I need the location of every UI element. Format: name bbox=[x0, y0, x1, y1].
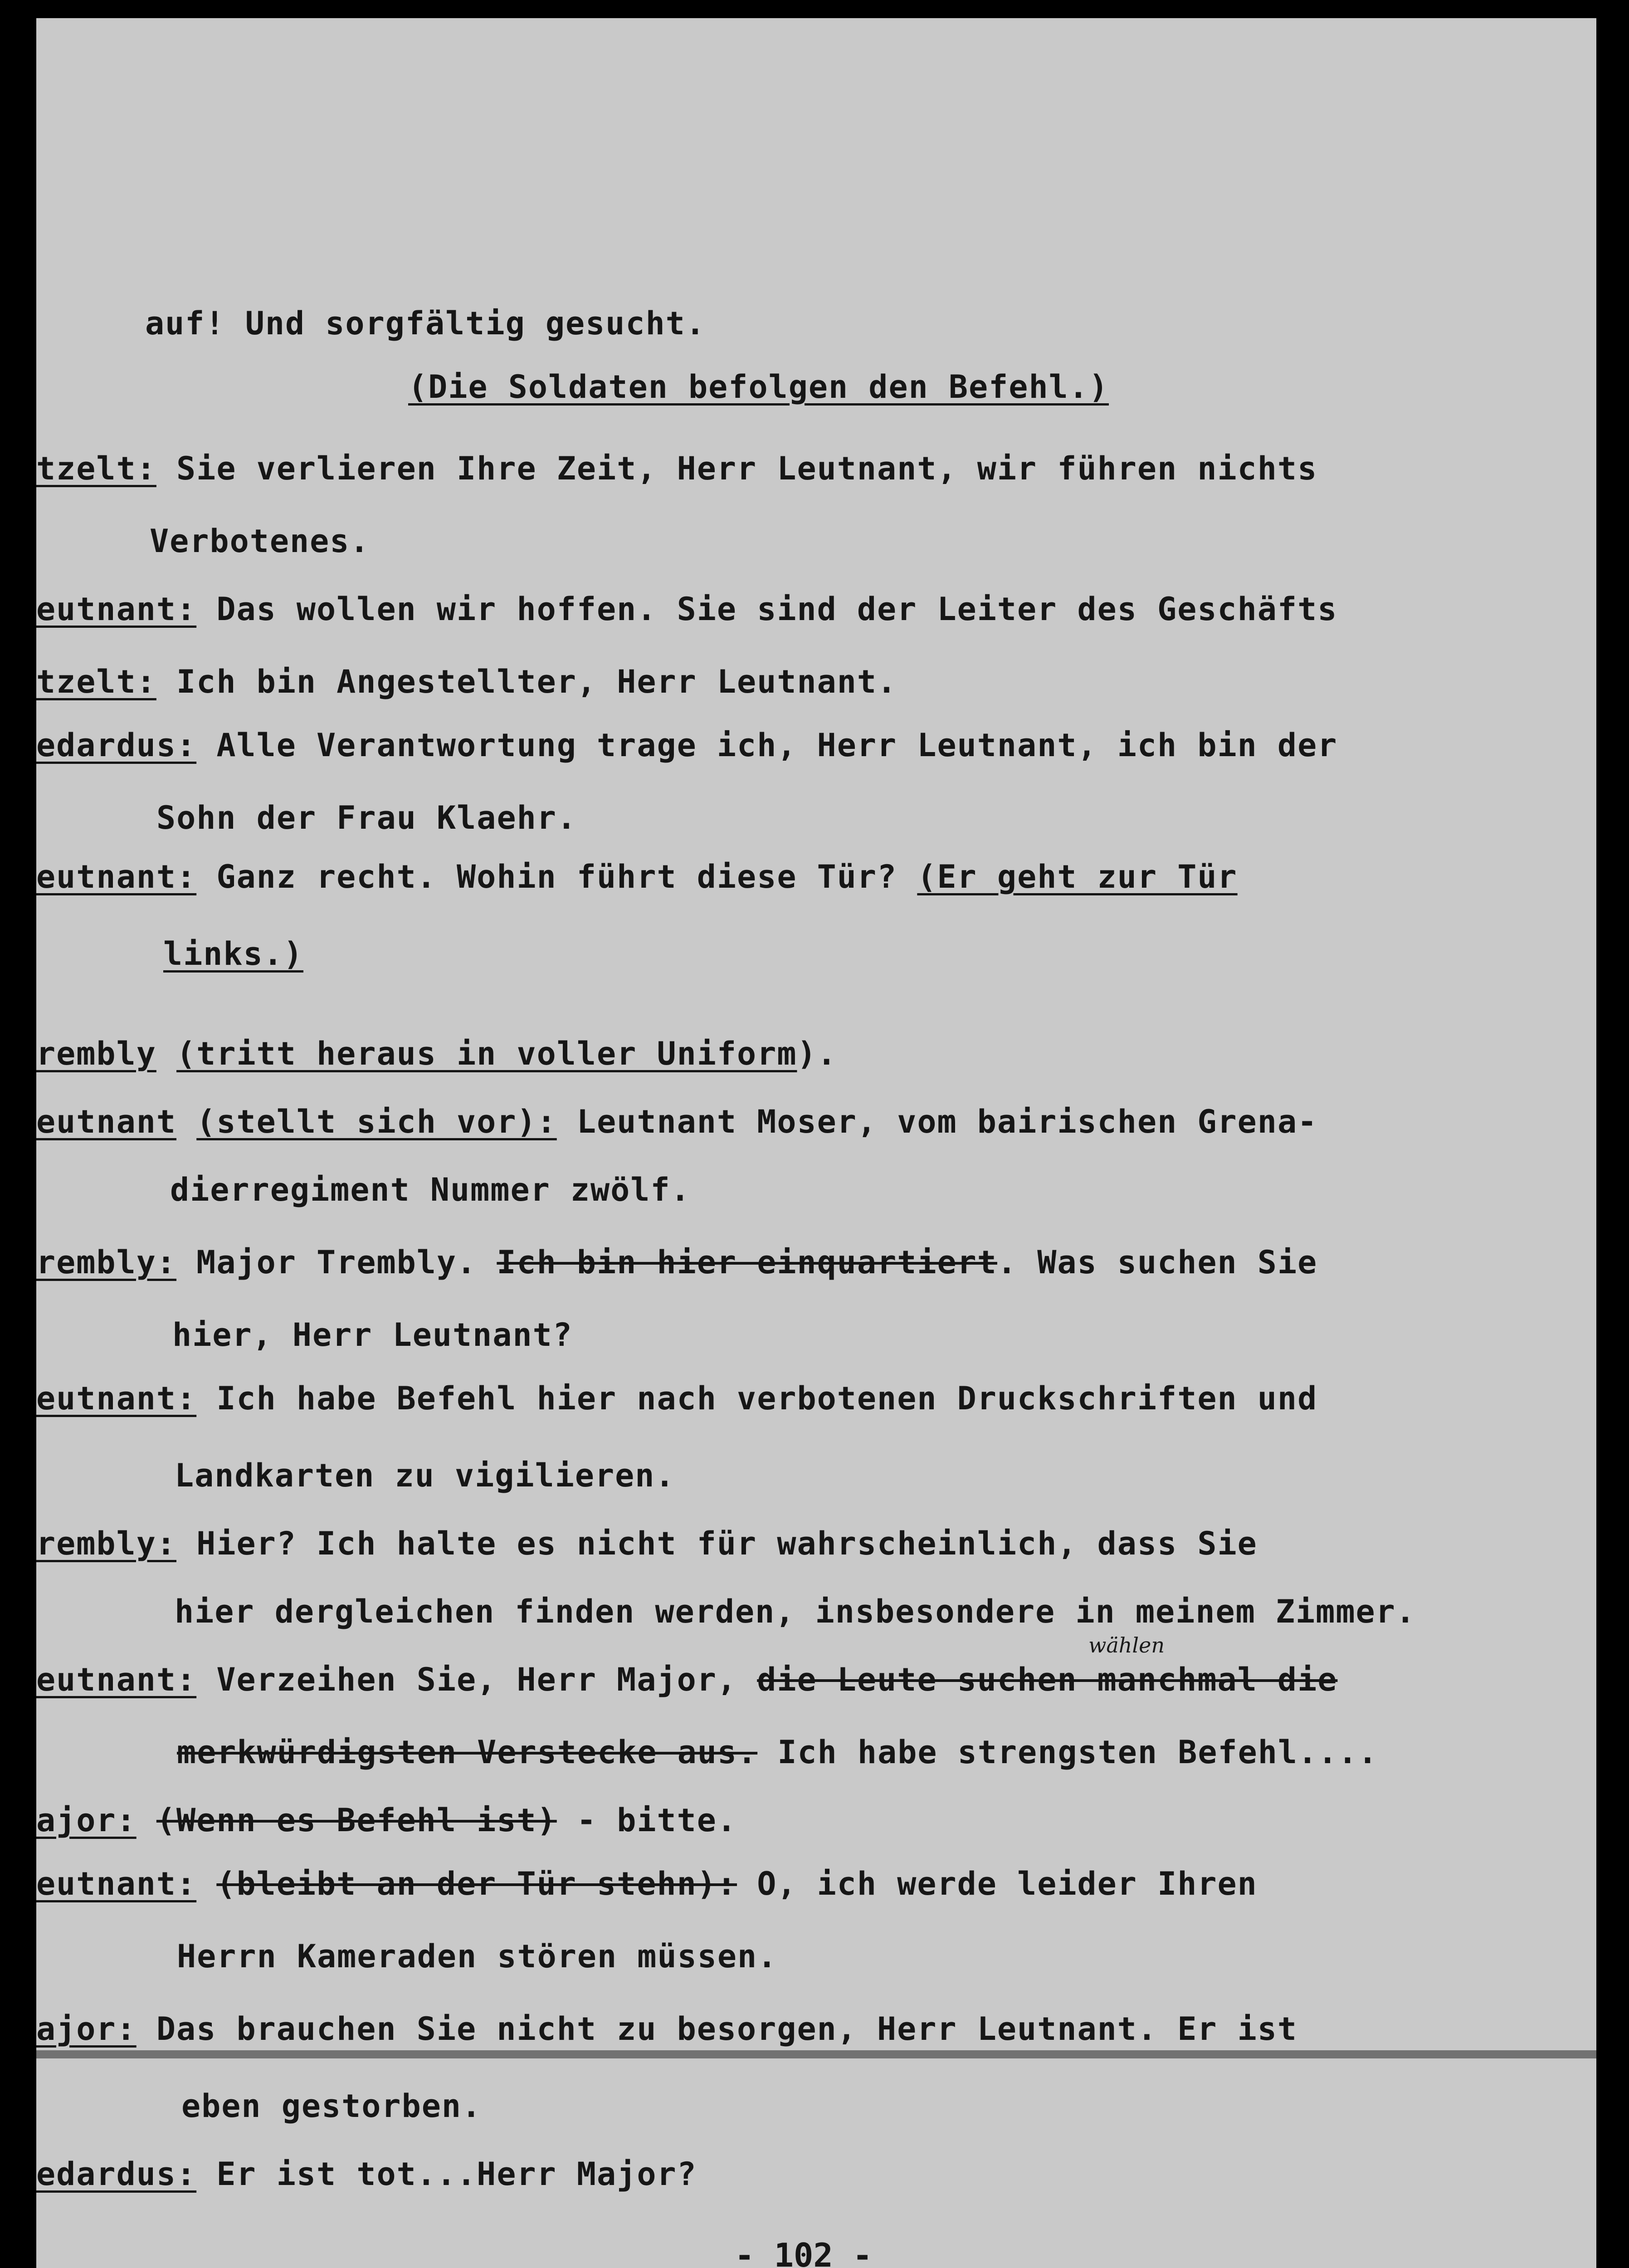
line-text: Verzeihen Sie, Herr Major, bbox=[216, 1661, 737, 1698]
stage-direction: (Er geht zur Tür bbox=[917, 858, 1238, 895]
line-18 bbox=[36, 1524, 1258, 1563]
struck-text: die Leute suchen manchmal die bbox=[757, 1661, 1338, 1698]
line-24 bbox=[177, 1937, 777, 1976]
speaker-name: edardus: bbox=[36, 727, 197, 764]
stage-direction: (tritt heraus in voller Uniform bbox=[176, 1035, 797, 1072]
line-1 bbox=[145, 304, 706, 343]
line-17 bbox=[175, 1456, 675, 1495]
line-text: Das wollen wir hoffen. Sie sind der Leiter des Geschäfts bbox=[216, 591, 1338, 628]
speaker-name: eutnant: bbox=[36, 1380, 197, 1417]
line-10 bbox=[163, 934, 303, 973]
line-text: Landkarten zu vigilieren. bbox=[175, 1457, 675, 1494]
line-27 bbox=[36, 2155, 697, 2194]
document-page bbox=[36, 18, 1596, 2268]
line-22 bbox=[36, 1801, 737, 1840]
line-8 bbox=[156, 798, 577, 837]
line-20 bbox=[36, 1660, 1337, 1699]
speaker-name: ajor: bbox=[36, 2010, 137, 2048]
speaker-name: ajor: bbox=[36, 1802, 137, 1839]
speaker-name: eutnant: bbox=[36, 591, 197, 628]
line-text: hier dergleichen finden werden, insbesondere in meinem Zimmer. bbox=[175, 1593, 1416, 1630]
line-7 bbox=[36, 726, 1337, 765]
struck-text: merkwürdigsten Verstecke aus. bbox=[177, 1734, 758, 1771]
line-text: Major Trembly. bbox=[196, 1244, 477, 1281]
line-14 bbox=[36, 1243, 1317, 1282]
line-text: Das brauchen Sie nicht zu besorgen, Herr Leutnant. Er ist bbox=[156, 2010, 1298, 2048]
stage-direction: (Die Soldaten befolgen den Befehl.) bbox=[408, 368, 1109, 406]
line-text: Sohn der Frau Klaehr. bbox=[156, 799, 577, 836]
line-12 bbox=[36, 1102, 1317, 1141]
speaker-name: tzelt: bbox=[36, 450, 156, 487]
line-13 bbox=[170, 1170, 691, 1209]
line-text: Ich habe strengsten Befehl.... bbox=[777, 1734, 1378, 1771]
line-text: - bitte. bbox=[576, 1802, 737, 1839]
line-26 bbox=[181, 2087, 482, 2126]
line-21 bbox=[177, 1733, 1378, 1772]
struck-text: Ich bin hier einquartiert bbox=[497, 1244, 997, 1281]
line-text: auf! Und sorgfältig gesucht. bbox=[145, 305, 706, 342]
page-number: - 102 - bbox=[735, 2236, 873, 2268]
scan-shadow-band bbox=[36, 2050, 1596, 2058]
line-9 bbox=[36, 857, 1238, 896]
line-text: eben gestorben. bbox=[181, 2087, 482, 2125]
speaker-name: rembly: bbox=[36, 1525, 177, 1562]
line-text: Herrn Kameraden stören müssen. bbox=[177, 1938, 778, 1975]
speaker-name: rembly: bbox=[36, 1244, 177, 1281]
speaker-name: eutnant: bbox=[36, 858, 197, 895]
handwritten-correction: wählen bbox=[1088, 1633, 1165, 1657]
line-text: Ich bin Angestellter, Herr Leutnant. bbox=[176, 663, 897, 700]
line-4 bbox=[150, 522, 370, 561]
line-text: Sie verlieren Ihre Zeit, Herr Leutnant, wir führen nichts bbox=[176, 450, 1318, 487]
line-text: dierregiment Nummer zwölf. bbox=[170, 1171, 691, 1208]
line-15 bbox=[172, 1315, 573, 1354]
line-2-stage-direction bbox=[408, 367, 1109, 406]
line-11 bbox=[36, 1034, 837, 1073]
line-text: Ich habe Befehl hier nach verbotenen Druckschriften und bbox=[216, 1380, 1318, 1417]
speaker-name: rembly bbox=[36, 1035, 156, 1072]
line-text: hier, Herr Leutnant? bbox=[172, 1316, 573, 1354]
line-19 bbox=[175, 1592, 1416, 1631]
line-text: Hier? Ich halte es nicht für wahrscheinlich, dass Sie bbox=[196, 1525, 1258, 1562]
stage-direction: links.) bbox=[163, 935, 304, 973]
line-text: Ganz recht. Wohin führt diese Tür? bbox=[216, 858, 897, 895]
line-text: Alle Verantwortung trage ich, Herr Leutnant, ich bin der bbox=[216, 727, 1338, 764]
line-text: O, ich werde leider Ihren bbox=[757, 1865, 1258, 1902]
line-text: Er ist tot...Herr Major? bbox=[216, 2156, 697, 2193]
line-text: . Was suchen Sie bbox=[997, 1244, 1318, 1281]
struck-text: (bleibt an der Tür stehn): bbox=[216, 1865, 737, 1902]
line-text: Verbotenes. bbox=[150, 523, 370, 560]
speaker-name: tzelt: bbox=[36, 663, 156, 700]
speaker-name: eutnant: bbox=[36, 1661, 197, 1698]
line-6 bbox=[36, 662, 897, 701]
line-25 bbox=[36, 2009, 1297, 2048]
stage-direction: (stellt sich vor): bbox=[196, 1103, 557, 1140]
line-16 bbox=[36, 1379, 1317, 1418]
struck-text: (Wenn es Befehl ist) bbox=[156, 1802, 557, 1839]
line-text: ). bbox=[797, 1035, 837, 1072]
line-text: Leutnant Moser, vom bairischen Grena- bbox=[576, 1103, 1318, 1140]
line-5 bbox=[36, 590, 1337, 629]
line-3 bbox=[36, 449, 1317, 488]
speaker-name: edardus: bbox=[36, 2156, 197, 2193]
line-23 bbox=[36, 1864, 1258, 1903]
speaker-name: eutnant bbox=[36, 1103, 177, 1140]
speaker-name: eutnant: bbox=[36, 1865, 197, 1902]
